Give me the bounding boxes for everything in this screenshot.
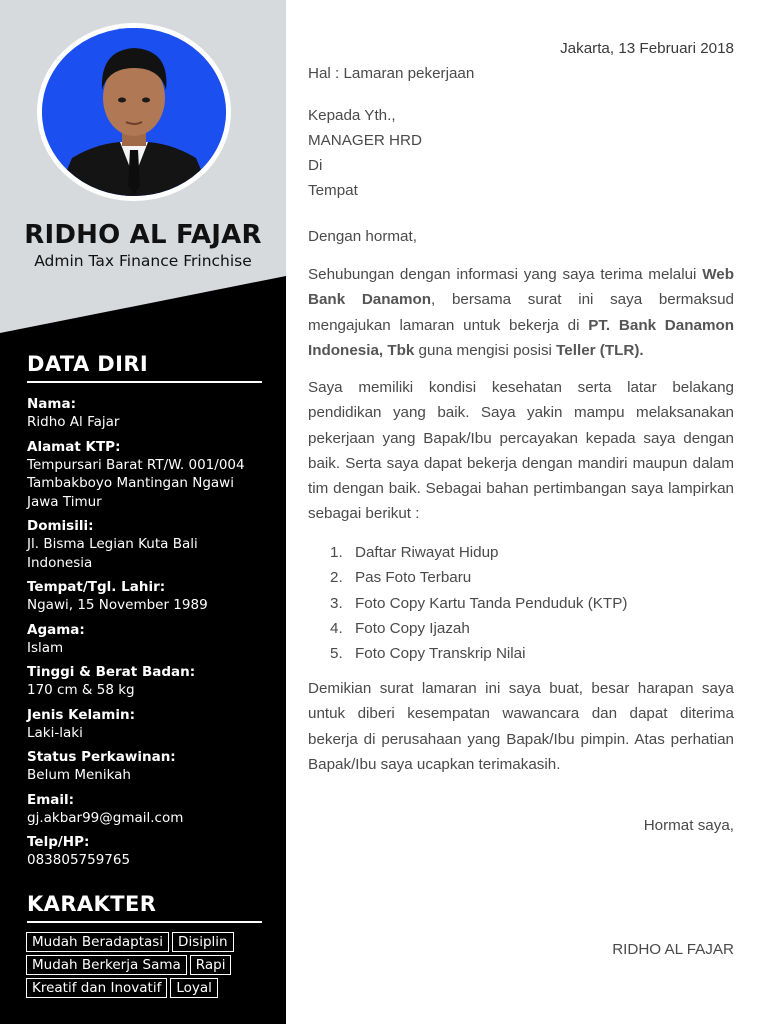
section-divider — [27, 921, 262, 923]
section-title-karakter: KARAKTER — [27, 892, 157, 916]
tag-row — [26, 978, 281, 998]
list-item — [308, 641, 627, 666]
data-label: Nama: — [27, 396, 76, 412]
data-value: Jl. Bisma Legian Kuta Bali Indonesia — [27, 536, 198, 571]
letter-closing: Hormat saya, — [643, 817, 734, 834]
list-number: 4. — [330, 619, 343, 637]
paragraph-intro — [308, 262, 734, 363]
list-item — [308, 540, 627, 565]
letter-date: Jakarta, 13 Februari 2018 — [560, 40, 734, 57]
data-label: Tempat/Tgl. Lahir: — [27, 579, 166, 595]
list-text: Foto Copy Transkrip Nilai — [355, 645, 526, 663]
recipient-line: MANAGER HRD — [308, 132, 422, 149]
paragraph-text: , bersama surat ini saya bermaksud mengajukan lamaran untuk bekerja di — [308, 291, 734, 334]
recipient-line: Di — [308, 157, 323, 174]
list-text: Foto Copy Kartu Tanda Penduduk (KTP) — [355, 594, 628, 612]
data-value: Islam — [27, 639, 64, 656]
tag-row — [26, 955, 281, 975]
data-value: Laki-laki — [27, 724, 83, 741]
data-label: Alamat KTP: — [27, 438, 121, 455]
list-number: 1. — [330, 544, 343, 561]
data-label: Domisili: — [27, 518, 94, 534]
character-tag: Loyal — [170, 978, 218, 998]
list-text: Pas Foto Terbaru — [355, 569, 472, 587]
data-value: 170 cm & 58 kg — [27, 682, 135, 698]
list-number: 2. — [330, 569, 343, 587]
data-label: Telp/HP: — [27, 834, 90, 850]
data-value: Tempursari Barat RT/W. 001/004 Tambakboyo Mantingan Ngawi Jawa Timur — [27, 456, 245, 510]
tag-row — [26, 932, 281, 952]
cover-letter — [308, 0, 734, 1024]
data-value: Belum Menikah — [27, 767, 131, 783]
list-number: 5. — [330, 645, 343, 663]
letter-greeting: Dengan hormat, — [308, 228, 417, 245]
data-label: Email: — [27, 791, 75, 808]
list-item — [308, 565, 627, 590]
character-tags — [26, 932, 281, 1001]
list-text: Daftar Riwayat Hidup — [355, 544, 499, 561]
character-tag: Rapi — [190, 955, 232, 975]
profile-photo — [42, 28, 226, 196]
list-number: 3. — [330, 594, 343, 612]
profile-role: Admin Tax Finance Frinchise — [34, 252, 252, 270]
paragraph-text: guna mengisi posisi — [414, 341, 557, 359]
person-portrait-icon — [42, 28, 226, 196]
profile-photo-frame — [37, 23, 231, 201]
signer-name: RIDHO AL FAJAR — [612, 941, 734, 958]
paragraph-closing: Demikian surat lamaran ini saya buat, besar harapan saya untuk diberi kesempatan wawancara dan dapat diterima bekerja di perusahaan yang Bapak/Ibu pimpin. Atas perhatian Bapak/Ibu saya ucapkan terimakasih. — [308, 680, 734, 773]
paragraph-bold-text: Web Bank Danamon — [308, 266, 734, 309]
list-item — [308, 591, 627, 616]
recipient-line: Kepada Yth., — [308, 107, 396, 124]
sidebar — [0, 0, 286, 1024]
data-label: Status Perkawinan: — [27, 749, 176, 765]
profile-name: RIDHO AL FAJAR — [24, 220, 262, 250]
recipient-address — [308, 103, 422, 203]
list-item — [308, 616, 627, 641]
character-tag: Mudah Beradaptasi — [26, 932, 169, 952]
data-label: Jenis Kelamin: — [27, 706, 135, 723]
recipient-line: Tempat — [308, 182, 358, 199]
data-value: Ngawi, 15 November 1989 — [27, 597, 208, 613]
section-title-data-diri: DATA DIRI — [27, 352, 149, 376]
personal-data-list — [27, 395, 277, 876]
section-divider — [27, 381, 262, 383]
paragraph-bold-text: Teller (TLR). — [556, 341, 644, 359]
character-tag: Mudah Berkerja Sama — [26, 955, 187, 975]
character-tag: Kreatif dan Inovatif — [26, 978, 167, 998]
data-label: Tinggi & Berat Badan: — [27, 664, 196, 680]
character-tag: Disiplin — [172, 932, 234, 952]
data-value: Ridho Al Fajar — [27, 414, 120, 430]
data-value: 083805759765 — [27, 852, 131, 868]
paragraph-qualifications: Saya memiliki kondisi kesehatan serta latar belakang pendidikan yang baik. Saya yakin mampu melaksanakan pekerjaan yang Bapak/Ibu percayakan kepada saya dengan baik. Serta saya dapat bekerja dengan mandiri maupun dalam tim dengan baik. Sebagai bahan pertimbangan saya lampirkan sebagai berikut : — [308, 379, 734, 523]
paragraph-bold-text: PT. Bank Danamon Indonesia, Tbk — [308, 316, 734, 359]
list-text: Foto Copy Ijazah — [355, 619, 470, 637]
letter-subject: Hal : Lamaran pekerjaan — [308, 65, 475, 82]
attachment-list — [308, 540, 627, 666]
paragraph-text: Sehubungan dengan informasi yang saya terima melalui — [308, 266, 703, 283]
data-value: gj.akbar99@gmail.com — [27, 809, 184, 826]
data-label: Agama: — [27, 621, 85, 638]
